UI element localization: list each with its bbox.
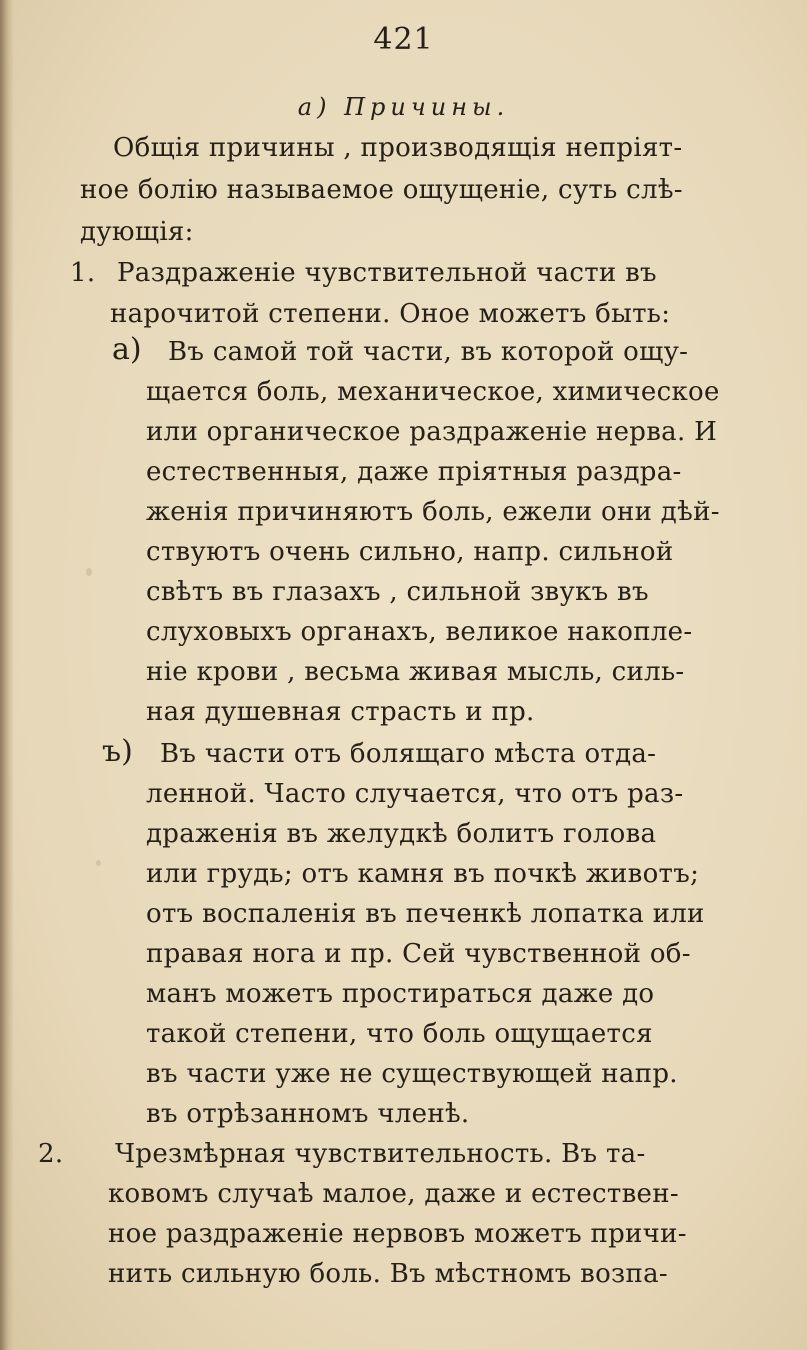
text-line: ніе крови , весьма живая мысль, силь-: [146, 657, 685, 687]
ink-spot: [96, 860, 101, 866]
text-line: отъ воспаленія въ печенкѣ лопатка или: [146, 899, 705, 929]
text-line: ное болію называемое ощущеніе, суть слѣ-: [80, 175, 683, 205]
text-line: ковомъ случаѣ малое, даже и естествен-: [108, 1179, 679, 1209]
subitem-marker: а): [112, 332, 142, 367]
text-line: Чрезмѣрная чувствительность. Въ та-: [115, 1139, 646, 1169]
text-line: въ части уже не существующей напр.: [146, 1059, 678, 1089]
ink-spot: [86, 568, 92, 576]
text-line: драженія въ желудкѣ болитъ голова: [146, 819, 657, 849]
text-line: Раздраженіе чувствительной части въ: [117, 258, 657, 288]
text-line: или грудь; отъ камня въ почкѣ животъ;: [146, 859, 700, 889]
text-line: ная душевная страсть и пр.: [146, 697, 535, 727]
subitem-marker: ъ): [102, 734, 133, 769]
text-line: дующія:: [80, 217, 194, 247]
text-line: женія причиняютъ боль, ежели они дѣй-: [146, 497, 720, 527]
text-line: ное раздраженіе нервовъ можетъ причи-: [108, 1219, 687, 1249]
item-marker: 2.: [38, 1139, 64, 1169]
text-line: Въ части отъ болящаго мѣста отда-: [160, 739, 657, 769]
text-line: правая нога и пр. Сей чувственной об-: [146, 939, 691, 969]
page-binding-edge: [0, 0, 14, 1350]
text-line: Общія причины , производящія непріят-: [113, 133, 683, 163]
text-line: щается боль, механическое, химическое: [146, 377, 720, 407]
text-line: свѣтъ въ глазахъ , сильной звукъ въ: [146, 577, 649, 607]
item-marker: 1.: [70, 258, 96, 288]
text-line: естественныя, даже пріятныя раздра-: [146, 457, 682, 487]
text-line: ленной. Часто случается, что отъ раз-: [146, 779, 684, 809]
text-line: манъ можетъ простираться даже до: [146, 979, 655, 1009]
text-line: въ отрѣзанномъ членѣ.: [146, 1099, 470, 1129]
section-heading: а) Причины.: [297, 93, 510, 121]
page-number: 421: [373, 22, 434, 57]
text-line: такой степени, что боль ощущается: [146, 1019, 653, 1049]
text-line: нить сильную боль. Въ мѣстномъ возпа-: [108, 1259, 669, 1289]
text-line: слуховыхъ органахъ, великое накопле-: [146, 617, 693, 647]
text-line: нарочитой степени. Оное можетъ быть:: [110, 299, 671, 329]
text-line: Въ самой той части, въ которой ощу-: [168, 337, 689, 367]
text-line: ствуютъ очень сильно, напр. сильной: [146, 537, 674, 567]
text-line: или органическое раздраженіе нерва. И: [146, 417, 718, 447]
